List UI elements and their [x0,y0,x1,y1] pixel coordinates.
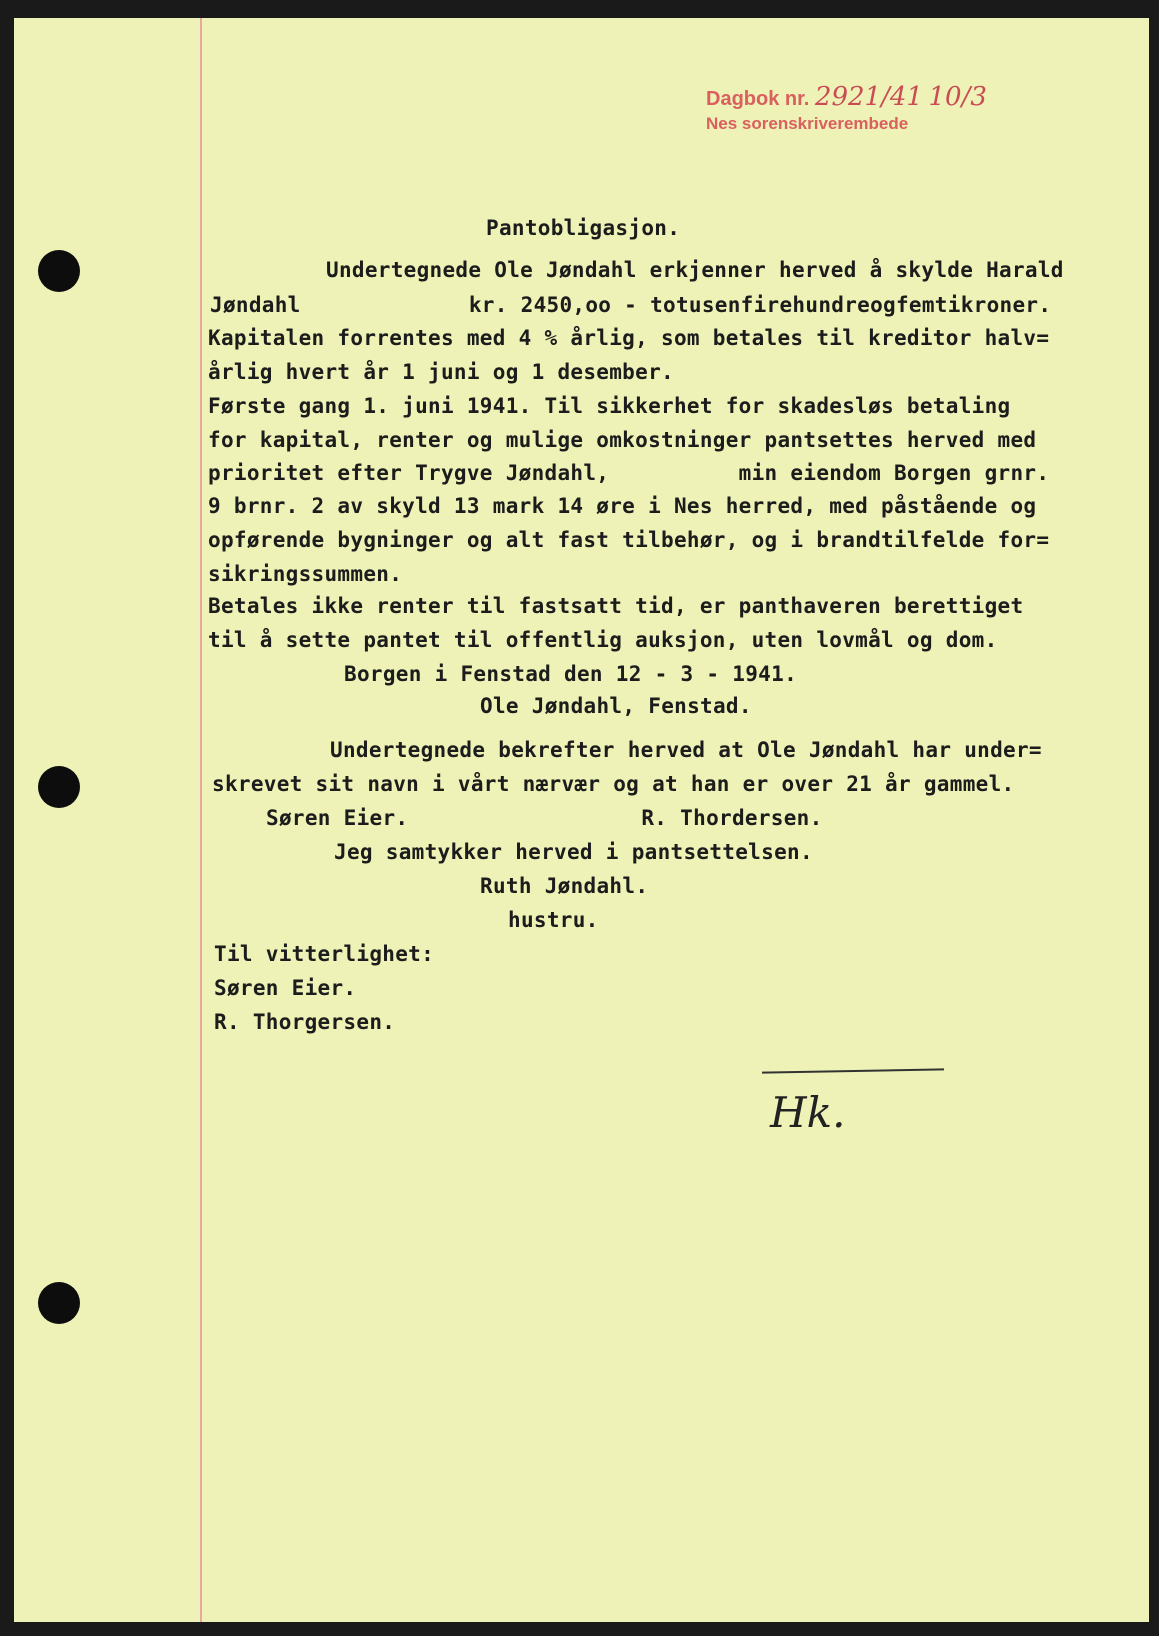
stamp-date: 10/3 [928,82,987,112]
text-line: årlig hvert år 1 juni og 1 desember. [208,360,674,384]
text-line: til å sette pantet til offentlig auksjon, uten lovmål og dom. [208,628,998,652]
text-line: skrevet sit navn i vårt nærvær og at han er over 21 år gammel. [212,772,1015,796]
text-line: Kapitalen forrentes med 4 % årlig, som betales til kreditor halv= [208,326,1050,350]
witness-name: R. Thorgersen. [214,1010,396,1034]
text-line: opførende bygninger og alt fast tilbehør, og i brandtilfelde for= [208,528,1050,552]
signature-line: Ruth Jøndahl. [480,874,649,898]
text-line: 9 brnr. 2 av skyld 13 mark 14 øre i Nes herred, med påstående og [208,494,1037,518]
text-line: Betales ikke renter til fastsatt tid, er panthaveren berettiget [208,594,1024,618]
consent-line: Jeg samtykker herved i pantsettelsen. [334,840,813,864]
text-line: Undertegnede Ole Jøndahl erkjenner herved å skylde Harald [326,258,1064,282]
text-line: prioritet efter Trygve Jøndahl, min eiendom Borgen grnr. [208,461,1050,485]
text-line: Jøndahl kr. 2450,oo - totusenfirehundreogfemtikroner. [210,293,1052,317]
text-line: sikringssummen. [208,562,403,586]
signature-line: Ole Jøndahl, Fenstad. [480,694,752,718]
registry-stamp [706,82,987,112]
margin-rule [200,18,202,1622]
witness-heading: Til vitterlighet: [214,942,435,966]
punch-hole [38,1282,80,1324]
witness-line: Søren Eier. R. Thordersen. [266,806,823,830]
signature-rule [762,1068,944,1073]
stamp-number: 2921 [814,82,882,112]
stamp-prefix: Dagbok nr. [706,88,810,110]
place-date-line: Borgen i Fenstad den 12 - 3 - 1941. [344,662,798,686]
witness-name: Søren Eier. [214,976,357,1000]
text-line: Undertegnede bekrefter herved at Ole Jøndahl har under= [330,738,1042,762]
document-page [14,18,1149,1622]
stamp-year: /41 [881,82,923,112]
text-line: Første gang 1. juni 1941. Til sikkerhet for skadesløs betaling [208,394,1011,418]
office-stamp: Nes sorenskriverembede [706,114,909,133]
text-line: for kapital, renter og mulige omkostninger pantsettes herved med [208,428,1037,452]
punch-hole [38,766,80,808]
punch-hole [38,250,80,292]
signature-role: hustru. [508,908,599,932]
document-title: Pantobligasjon. [486,216,681,240]
handwritten-initials: Hk. [770,1088,846,1137]
